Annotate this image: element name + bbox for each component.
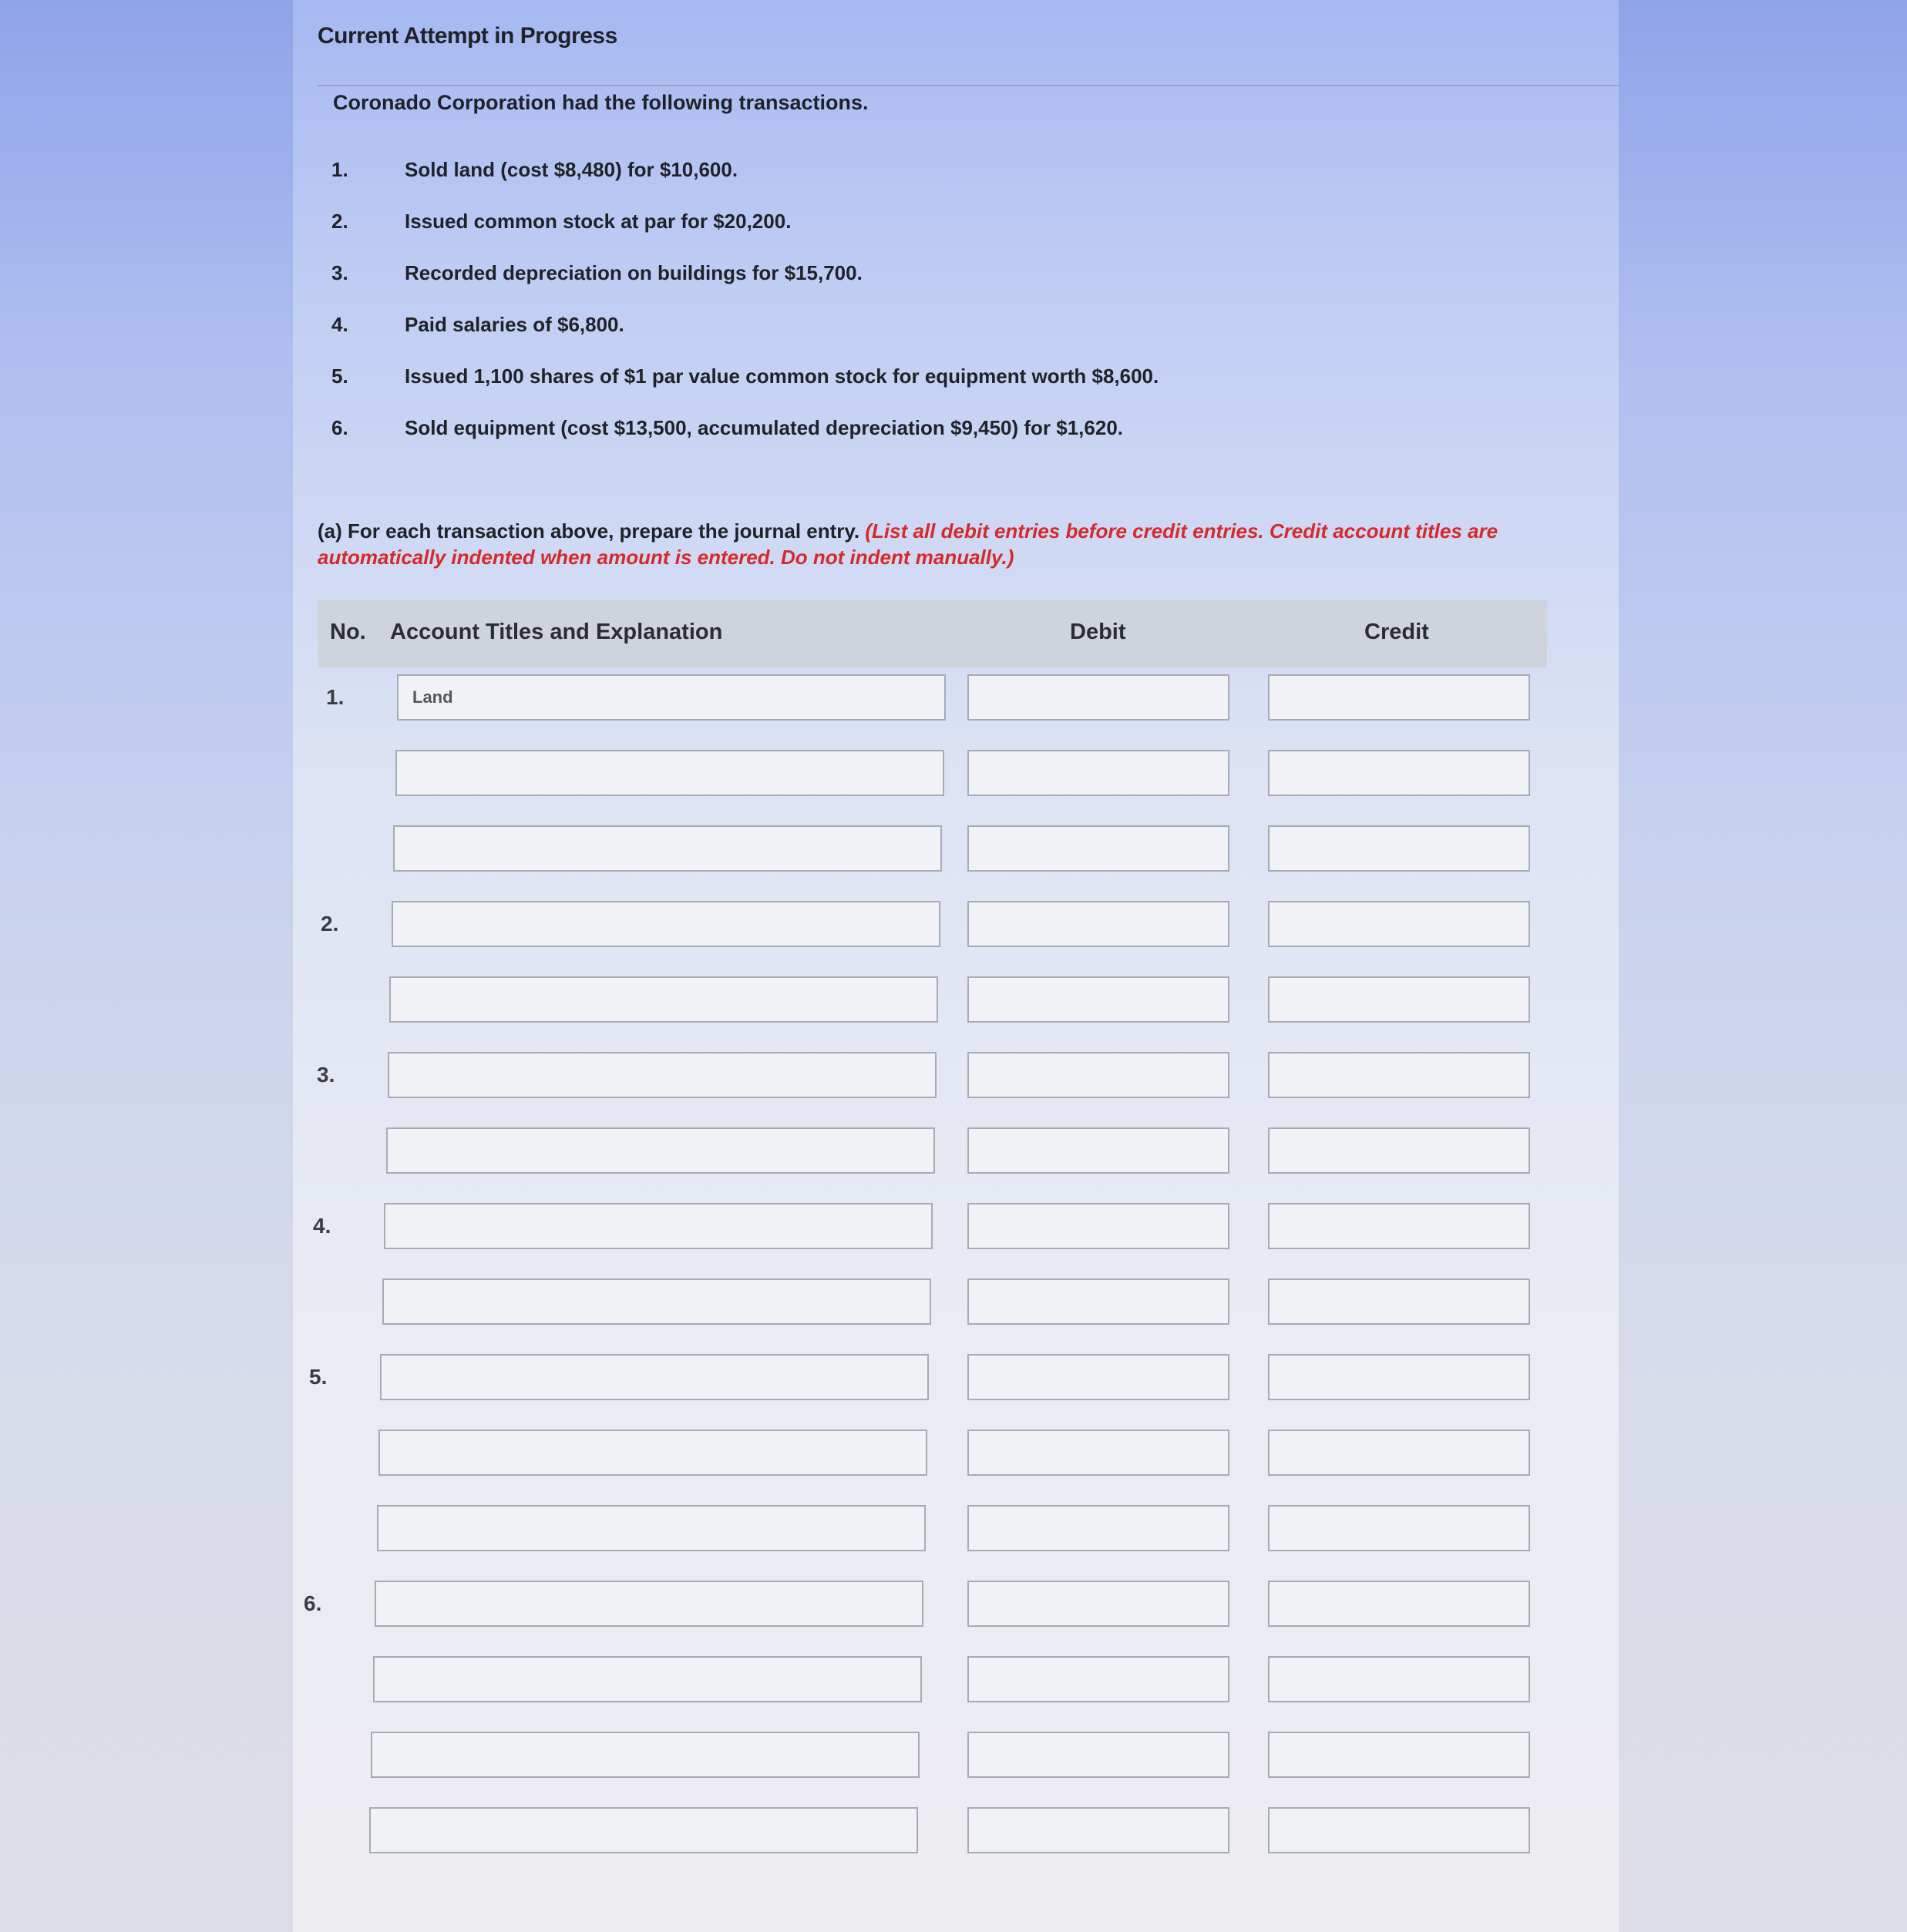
- credit-amount-input[interactable]: [1268, 976, 1530, 1023]
- transaction-item: [331, 405, 1159, 451]
- attempt-status-heading: Current Attempt in Progress: [318, 23, 617, 49]
- transaction-item: [331, 250, 1159, 296]
- debit-amount-input[interactable]: [967, 1732, 1229, 1778]
- account-title-input[interactable]: [371, 1732, 920, 1778]
- debit-amount-input[interactable]: [967, 1581, 1229, 1627]
- credit-amount-input[interactable]: [1268, 1127, 1530, 1174]
- entry-number: 2.: [321, 912, 339, 936]
- transaction-text: Sold land (cost $8,480) for $10,600.: [405, 157, 738, 181]
- credit-amount-input[interactable]: [1268, 1430, 1530, 1476]
- header-divider: [318, 85, 1620, 86]
- column-header-debit: Debit: [1070, 620, 1126, 644]
- account-title-input[interactable]: [395, 750, 944, 796]
- credit-amount-input[interactable]: [1268, 901, 1530, 947]
- account-title-input[interactable]: [386, 1127, 935, 1174]
- account-title-input[interactable]: [375, 1581, 923, 1627]
- column-header-account: Account Titles and Explanation: [390, 620, 723, 644]
- column-header-no: No.: [330, 620, 366, 644]
- transaction-text: Sold equipment (cost $13,500, accumulated depreciation $9,450) for $1,620.: [405, 415, 1124, 439]
- account-title-input[interactable]: [393, 825, 942, 872]
- transaction-item: [331, 353, 1159, 399]
- credit-amount-input[interactable]: [1268, 1203, 1530, 1249]
- debit-amount-input[interactable]: [967, 1354, 1229, 1400]
- credit-amount-input[interactable]: [1268, 674, 1530, 721]
- debit-amount-input[interactable]: [967, 1127, 1229, 1174]
- transaction-number: 6.: [331, 415, 348, 439]
- credit-amount-input[interactable]: [1268, 1581, 1530, 1627]
- credit-amount-input[interactable]: [1268, 1052, 1530, 1098]
- account-title-input[interactable]: [378, 1430, 927, 1476]
- transaction-item: [331, 146, 1159, 193]
- debit-amount-input[interactable]: [967, 1505, 1229, 1551]
- entry-number: 3.: [317, 1063, 335, 1087]
- debit-amount-input[interactable]: [967, 1656, 1229, 1702]
- instruction-text: (a) For each transaction above, prepare the journal entry.: [318, 519, 860, 543]
- entry-number: 6.: [304, 1591, 322, 1615]
- debit-amount-input[interactable]: [967, 1807, 1229, 1853]
- debit-amount-input[interactable]: [967, 976, 1229, 1023]
- account-title-input[interactable]: [388, 1052, 937, 1098]
- transaction-text: Paid salaries of $6,800.: [405, 312, 624, 336]
- debit-amount-input[interactable]: [967, 1203, 1229, 1249]
- debit-amount-input[interactable]: [967, 750, 1229, 796]
- credit-amount-input[interactable]: [1268, 750, 1530, 796]
- instruction-note: (List all debit entries before credit entries. Credit account titles are automatically indented when amount is entered. Do not indent manually.): [318, 519, 1498, 569]
- account-title-input[interactable]: [373, 1656, 922, 1702]
- debit-amount-input[interactable]: [967, 1430, 1229, 1476]
- entry-number: 5.: [309, 1365, 328, 1389]
- account-title-input[interactable]: [382, 1278, 931, 1325]
- transaction-item: [331, 198, 1159, 244]
- transaction-item: [331, 301, 1159, 348]
- debit-amount-input[interactable]: [967, 674, 1229, 721]
- entry-number: 4.: [313, 1214, 331, 1238]
- debit-amount-input[interactable]: [967, 825, 1229, 872]
- transaction-text: Recorded depreciation on buildings for $15,700.: [405, 260, 863, 284]
- debit-amount-input[interactable]: [967, 1052, 1229, 1098]
- column-header-credit: Credit: [1364, 620, 1429, 644]
- account-title-input[interactable]: [384, 1203, 933, 1249]
- credit-amount-input[interactable]: [1268, 1278, 1530, 1325]
- transaction-number: 1.: [331, 157, 348, 181]
- transaction-list: [331, 146, 1159, 456]
- part-a-instructions: [318, 518, 1582, 570]
- credit-amount-input[interactable]: [1268, 1505, 1530, 1551]
- transaction-number: 2.: [331, 209, 348, 233]
- transaction-number: 3.: [331, 260, 348, 284]
- account-title-input[interactable]: [389, 976, 938, 1023]
- journal-table-header: [318, 600, 1547, 667]
- account-title-input[interactable]: [369, 1807, 918, 1853]
- debit-amount-input[interactable]: [967, 901, 1229, 947]
- debit-amount-input[interactable]: [967, 1278, 1229, 1325]
- credit-amount-input[interactable]: [1268, 825, 1530, 872]
- transaction-text: Issued common stock at par for $20,200.: [405, 209, 792, 233]
- transaction-text: Issued 1,100 shares of $1 par value common stock for equipment worth $8,600.: [405, 364, 1159, 388]
- credit-amount-input[interactable]: [1268, 1732, 1530, 1778]
- problem-intro: Coronado Corporation had the following transactions.: [333, 91, 869, 114]
- credit-amount-input[interactable]: [1268, 1656, 1530, 1702]
- credit-amount-input[interactable]: [1268, 1807, 1530, 1853]
- account-title-input[interactable]: [380, 1354, 929, 1400]
- account-title-input[interactable]: [377, 1505, 926, 1551]
- credit-amount-input[interactable]: [1268, 1354, 1530, 1400]
- transaction-number: 5.: [331, 364, 348, 388]
- account-title-input[interactable]: [392, 901, 940, 947]
- transaction-number: 4.: [331, 312, 348, 336]
- entry-number: 1.: [326, 685, 345, 709]
- account-title-input[interactable]: Land: [397, 674, 946, 721]
